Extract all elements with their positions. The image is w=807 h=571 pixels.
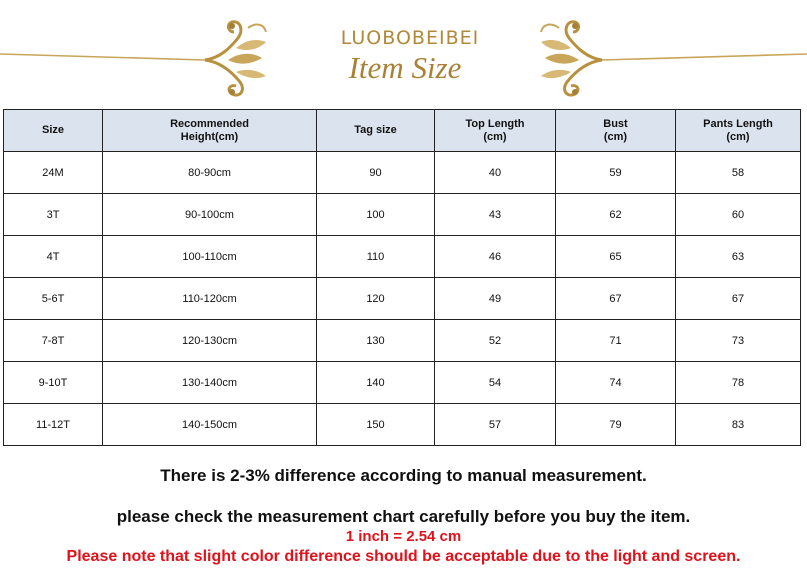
table-cell: 5-6T [4, 278, 103, 320]
table-cell: 100 [317, 194, 435, 236]
column-header-line: Height(cm) [180, 130, 239, 143]
header [0, 0, 807, 108]
table-cell: 78 [676, 362, 801, 404]
table-cell: 24M [4, 152, 103, 194]
inch-conversion-note: 1 inch = 2.54 cm [345, 528, 462, 545]
table-cell: 150 [317, 404, 435, 446]
size-chart-table [3, 109, 801, 446]
table-cell: 90 [317, 152, 435, 194]
column-header [103, 110, 317, 152]
table-cell: 54 [435, 362, 556, 404]
table-cell: 130-140cm [103, 362, 317, 404]
table-cell: 4T [4, 236, 103, 278]
table-cell: 52 [435, 320, 556, 362]
table-cell: 11-12T [4, 404, 103, 446]
table-cell: 120-130cm [103, 320, 317, 362]
column-header-line: Size [41, 124, 64, 136]
column-header [317, 110, 435, 152]
table-row [4, 194, 801, 236]
table-cell: 57 [435, 404, 556, 446]
table-cell: 63 [676, 236, 801, 278]
color-difference-note: Please note that slight color difference should be acceptable due to the light and screen. [66, 548, 741, 565]
column-header [435, 110, 556, 152]
column-header-line: (cm) [726, 130, 750, 143]
table-cell: 80-90cm [103, 152, 317, 194]
table-cell: 83 [676, 404, 801, 446]
table-cell: 90-100cm [103, 194, 317, 236]
column-header-line: Recommended [170, 117, 249, 130]
table-cell: 46 [435, 236, 556, 278]
table-cell: 40 [435, 152, 556, 194]
column-header-line: (cm) [483, 130, 507, 143]
ornament-right-icon [532, 8, 807, 98]
column-header [556, 110, 676, 152]
table-cell: 3T [4, 194, 103, 236]
ornament-left-icon [0, 8, 275, 98]
table-cell: 130 [317, 320, 435, 362]
column-header-line: (cm) [603, 130, 628, 143]
column-header-line: Top Length [465, 117, 525, 130]
table-row [4, 362, 801, 404]
table-cell: 110-120cm [103, 278, 317, 320]
table-row [4, 236, 801, 278]
table-cell: 49 [435, 278, 556, 320]
table-row [4, 152, 801, 194]
table-row [4, 320, 801, 362]
table-row [4, 278, 801, 320]
table-header-row [4, 110, 801, 152]
column-header-line: Pants Length [703, 117, 773, 130]
brand-name: LUOBOBEIBEI [340, 27, 480, 49]
column-header [676, 110, 801, 152]
column-header-line: Tag size [354, 124, 397, 136]
table-cell: 67 [556, 278, 676, 320]
table-cell: 110 [317, 236, 435, 278]
table-cell: 100-110cm [103, 236, 317, 278]
table-cell: 79 [556, 404, 676, 446]
table-cell: 140-150cm [103, 404, 317, 446]
table-row [4, 404, 801, 446]
table-cell: 60 [676, 194, 801, 236]
table-cell: 65 [556, 236, 676, 278]
check-chart-note: please check the measurement chart carefully before you buy the item. [116, 507, 691, 526]
table-cell: 140 [317, 362, 435, 404]
table-cell: 43 [435, 194, 556, 236]
table-cell: 62 [556, 194, 676, 236]
table-body [4, 152, 801, 446]
table-cell: 9-10T [4, 362, 103, 404]
column-header-line: Bust [603, 117, 628, 130]
page-title: Item Size [348, 50, 462, 85]
table-cell: 74 [556, 362, 676, 404]
measurement-difference-note: There is 2-3% difference according to manual measurement. [160, 466, 647, 485]
table-cell: 73 [676, 320, 801, 362]
table-cell: 7-8T [4, 320, 103, 362]
table-cell: 71 [556, 320, 676, 362]
table-cell: 120 [317, 278, 435, 320]
table-cell: 67 [676, 278, 801, 320]
table-cell: 59 [556, 152, 676, 194]
column-header [4, 110, 103, 152]
table-cell: 58 [676, 152, 801, 194]
